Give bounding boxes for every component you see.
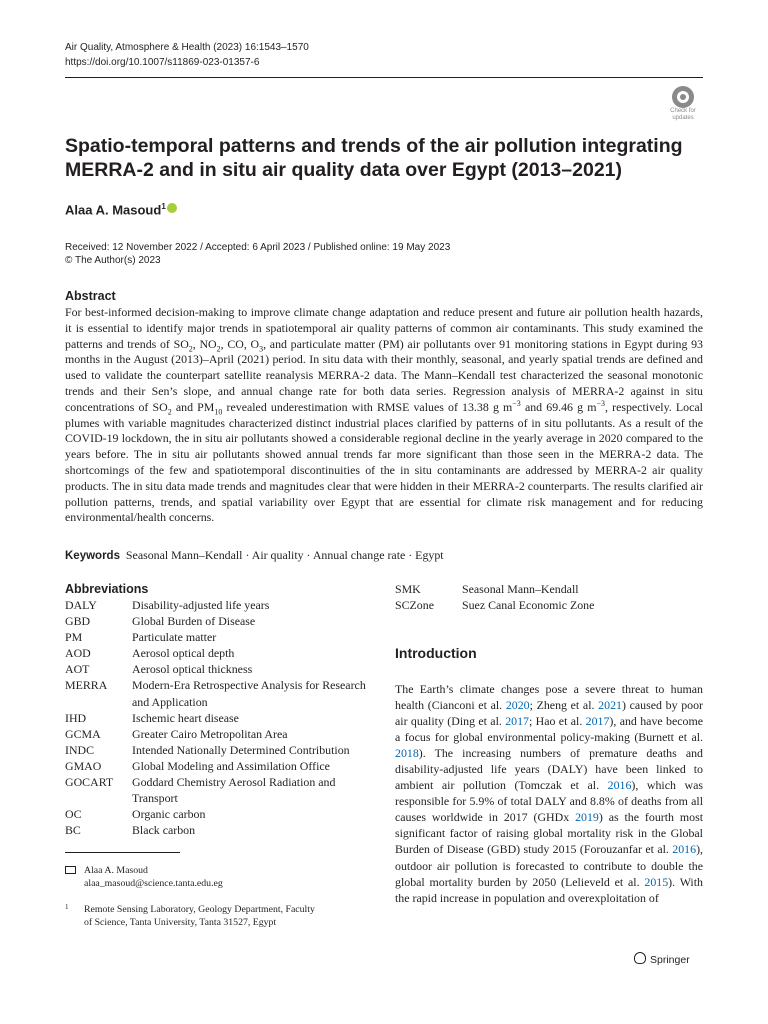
- journal-citation: Air Quality, Atmosphere & Health (2023) 16:1543–1570: [65, 42, 309, 53]
- list-item: AOD Aerosol optical depth: [65, 646, 235, 661]
- list-item: OC Organic carbon: [65, 807, 206, 822]
- list-item: GOCART Goddard Chemistry Aerosol Radiation and Transport: [65, 775, 336, 806]
- doi-link[interactable]: https://doi.org/10.1007/s11869-023-01357-6: [65, 57, 260, 68]
- list-item: DALY Disability-adjusted life years: [65, 598, 270, 612]
- correspondence: [65, 864, 223, 890]
- list-item: GCMA Greater Cairo Metropolitan Area: [65, 726, 288, 741]
- affiliation: 1 Remote Sensing Laboratory, Geology Department, Faculty of Science, Tanta University, Tanta 31527, Egypt: [65, 903, 315, 928]
- orcid-icon[interactable]: [167, 203, 177, 213]
- citation-link[interactable]: 2020: [505, 698, 530, 713]
- paper-title: Spatio-temporal patterns and trends of the air pollution integrating MERRA-2 and in situ air quality data over Egypt (2013–2021): [65, 135, 683, 181]
- abbreviations-list-continued: [395, 581, 703, 613]
- keywords-text: Seasonal Mann–Kendall · Air quality · Annual change rate · Egypt: [125, 548, 444, 562]
- citation-link[interactable]: 2016: [607, 778, 632, 793]
- header-rule: [65, 77, 703, 78]
- citation-link[interactable]: 2017: [505, 714, 529, 729]
- publisher-name: Springer: [650, 954, 690, 966]
- introduction-heading: Introduction: [395, 645, 477, 661]
- check-updates-label: Check for updates: [670, 108, 696, 121]
- citation-link[interactable]: 2015: [644, 874, 669, 889]
- list-item: BC Black carbon: [65, 823, 196, 838]
- publication-dates: Received: 12 November 2022 / Accepted: 6 April 2023 / Published online: 19 May 2023 © The Author(s) 2023: [65, 242, 451, 266]
- introduction-body: The Earth’s climate changes pose a severe threat to human health (Cianconi et al. 2020; Zheng et al. 2021) caused by poor air quality (Ding et al. 2017; Hao et al. 2017), and have become a focus for global environmental policy-making (Burnett et al. 2018). The increasing numbers of premature deaths and disability-adjusted life years (DALY) have been linked to ambient air pollution (Tomczak et al. 2016), which was responsible for 5.9% of total DALY and 8.8% of deaths from all causes worldwide in 2017 (GHDx 2019) as the fourth most significant factor of raising global mortality risk in the Global Burden of Disease (GBD) study 2015 (Forouzanfar et al. 2016), outdoor air pollution is forecasted to contribute to double the global mortality burden by 2050 (Lelieveld et al. 2015). With the rapid increase in population and overexploitation of: [395, 682, 704, 905]
- abbreviations-heading: Abbreviations: [65, 582, 149, 596]
- list-item: GBD Global Burden of Disease: [65, 614, 256, 629]
- abstract-body: For best-informed decision-making to improve climate change adaptation and reduce present and future air pollution health hazards, it is essential to identify major trends in spatiotemporal air quality patterns of common air contaminants. This study examined the patterns and trends of $SO_2$, $NO_2$, CO, $O_3$, and particulate matter (PM) air pollutants over 91 monitoring stations in Egypt during 93 months in the August (2013)–April (2021) period. In situ data with their monthly, seasonal, and yearly spatial trends are defined and used to validate the counterpart satellite reanalysis MERRA-2 data. The Mann–Kendall test characterized the seasonal monotonic trends and their Sen’s slope, and annual change rate for both data series. Regression analysis of MERRA-2 against in situ concentrations of $SO_2$ and $PM_{10}$ revealed underestimation with RMSE values of 13.38 g $m^{-3}$ and 69.46 g $m^{-3}$, respectively. Local plumes with variable magnitudes characterized distinct industrial places clarified by patterns of in situ pollutants. As a result of the COVID-19 lockdown, the in situ air pollutants showed a considerable regional decline in the yearly average in 2020 compared to the years before. The in situ air pollutants showed annual trends far more significant than those seen in the MERRA-2 data. The shortcomings of the few and spatiotemporal discontinuities of the in situ contaminants are addressed by MERRA-2 air quality products. The in situ data made trends and magnitudes clear that were hidden in their MERRA-2 counterparts. The results clarified air pollution patterns, trends, and spatial variability over Egypt that are essential for climate risk management and for reducing environmental/health concerns.: [65, 305, 704, 525]
- list-item: PM Particulate matter: [65, 630, 217, 645]
- footnote-rule: [65, 852, 180, 853]
- citation-link[interactable]: 2021: [598, 698, 622, 713]
- citation-link[interactable]: 2019: [575, 810, 599, 825]
- correspondence-email[interactable]: alaa_masoud@science.tanta.edu.eg: [84, 878, 223, 889]
- list-item: SMK Seasonal Mann–Kendall: [395, 582, 579, 596]
- citation-link[interactable]: 2016: [672, 842, 697, 857]
- check-updates-icon: [672, 86, 694, 108]
- publisher-logo: [634, 952, 690, 966]
- springer-horse-icon: [634, 952, 646, 964]
- envelope-icon: [65, 866, 76, 874]
- abstract-heading: Abstract: [65, 289, 116, 303]
- copyright: © The Author(s) 2023: [65, 255, 161, 266]
- author-line: [65, 202, 177, 217]
- list-item: IHD Ischemic heart disease: [65, 710, 239, 725]
- check-for-updates-badge[interactable]: [663, 86, 703, 124]
- citation-link[interactable]: 2017: [585, 714, 610, 729]
- list-item: SCZone Suez Canal Economic Zone: [395, 598, 595, 613]
- citation-link[interactable]: 2018: [395, 746, 419, 761]
- keywords: [65, 548, 444, 563]
- list-item: INDC Intended Nationally Determined Contribution: [65, 742, 350, 757]
- author-affil-mark: 1: [161, 202, 166, 211]
- author-name: Alaa A. Masoud: [65, 202, 162, 218]
- list-item: GMAO Global Modeling and Assimilation Office: [65, 758, 330, 773]
- abbreviations-list: [65, 597, 375, 838]
- list-item: MERRA Modern-Era Retrospective Analysis for Research and Application: [65, 678, 366, 709]
- correspondence-name: Alaa A. Masoud: [84, 865, 148, 876]
- journal-header: [65, 40, 309, 70]
- affiliation-number: 1: [65, 903, 69, 911]
- keywords-label: Keywords: [65, 550, 120, 562]
- list-item: AOT Aerosol optical thickness: [65, 662, 253, 677]
